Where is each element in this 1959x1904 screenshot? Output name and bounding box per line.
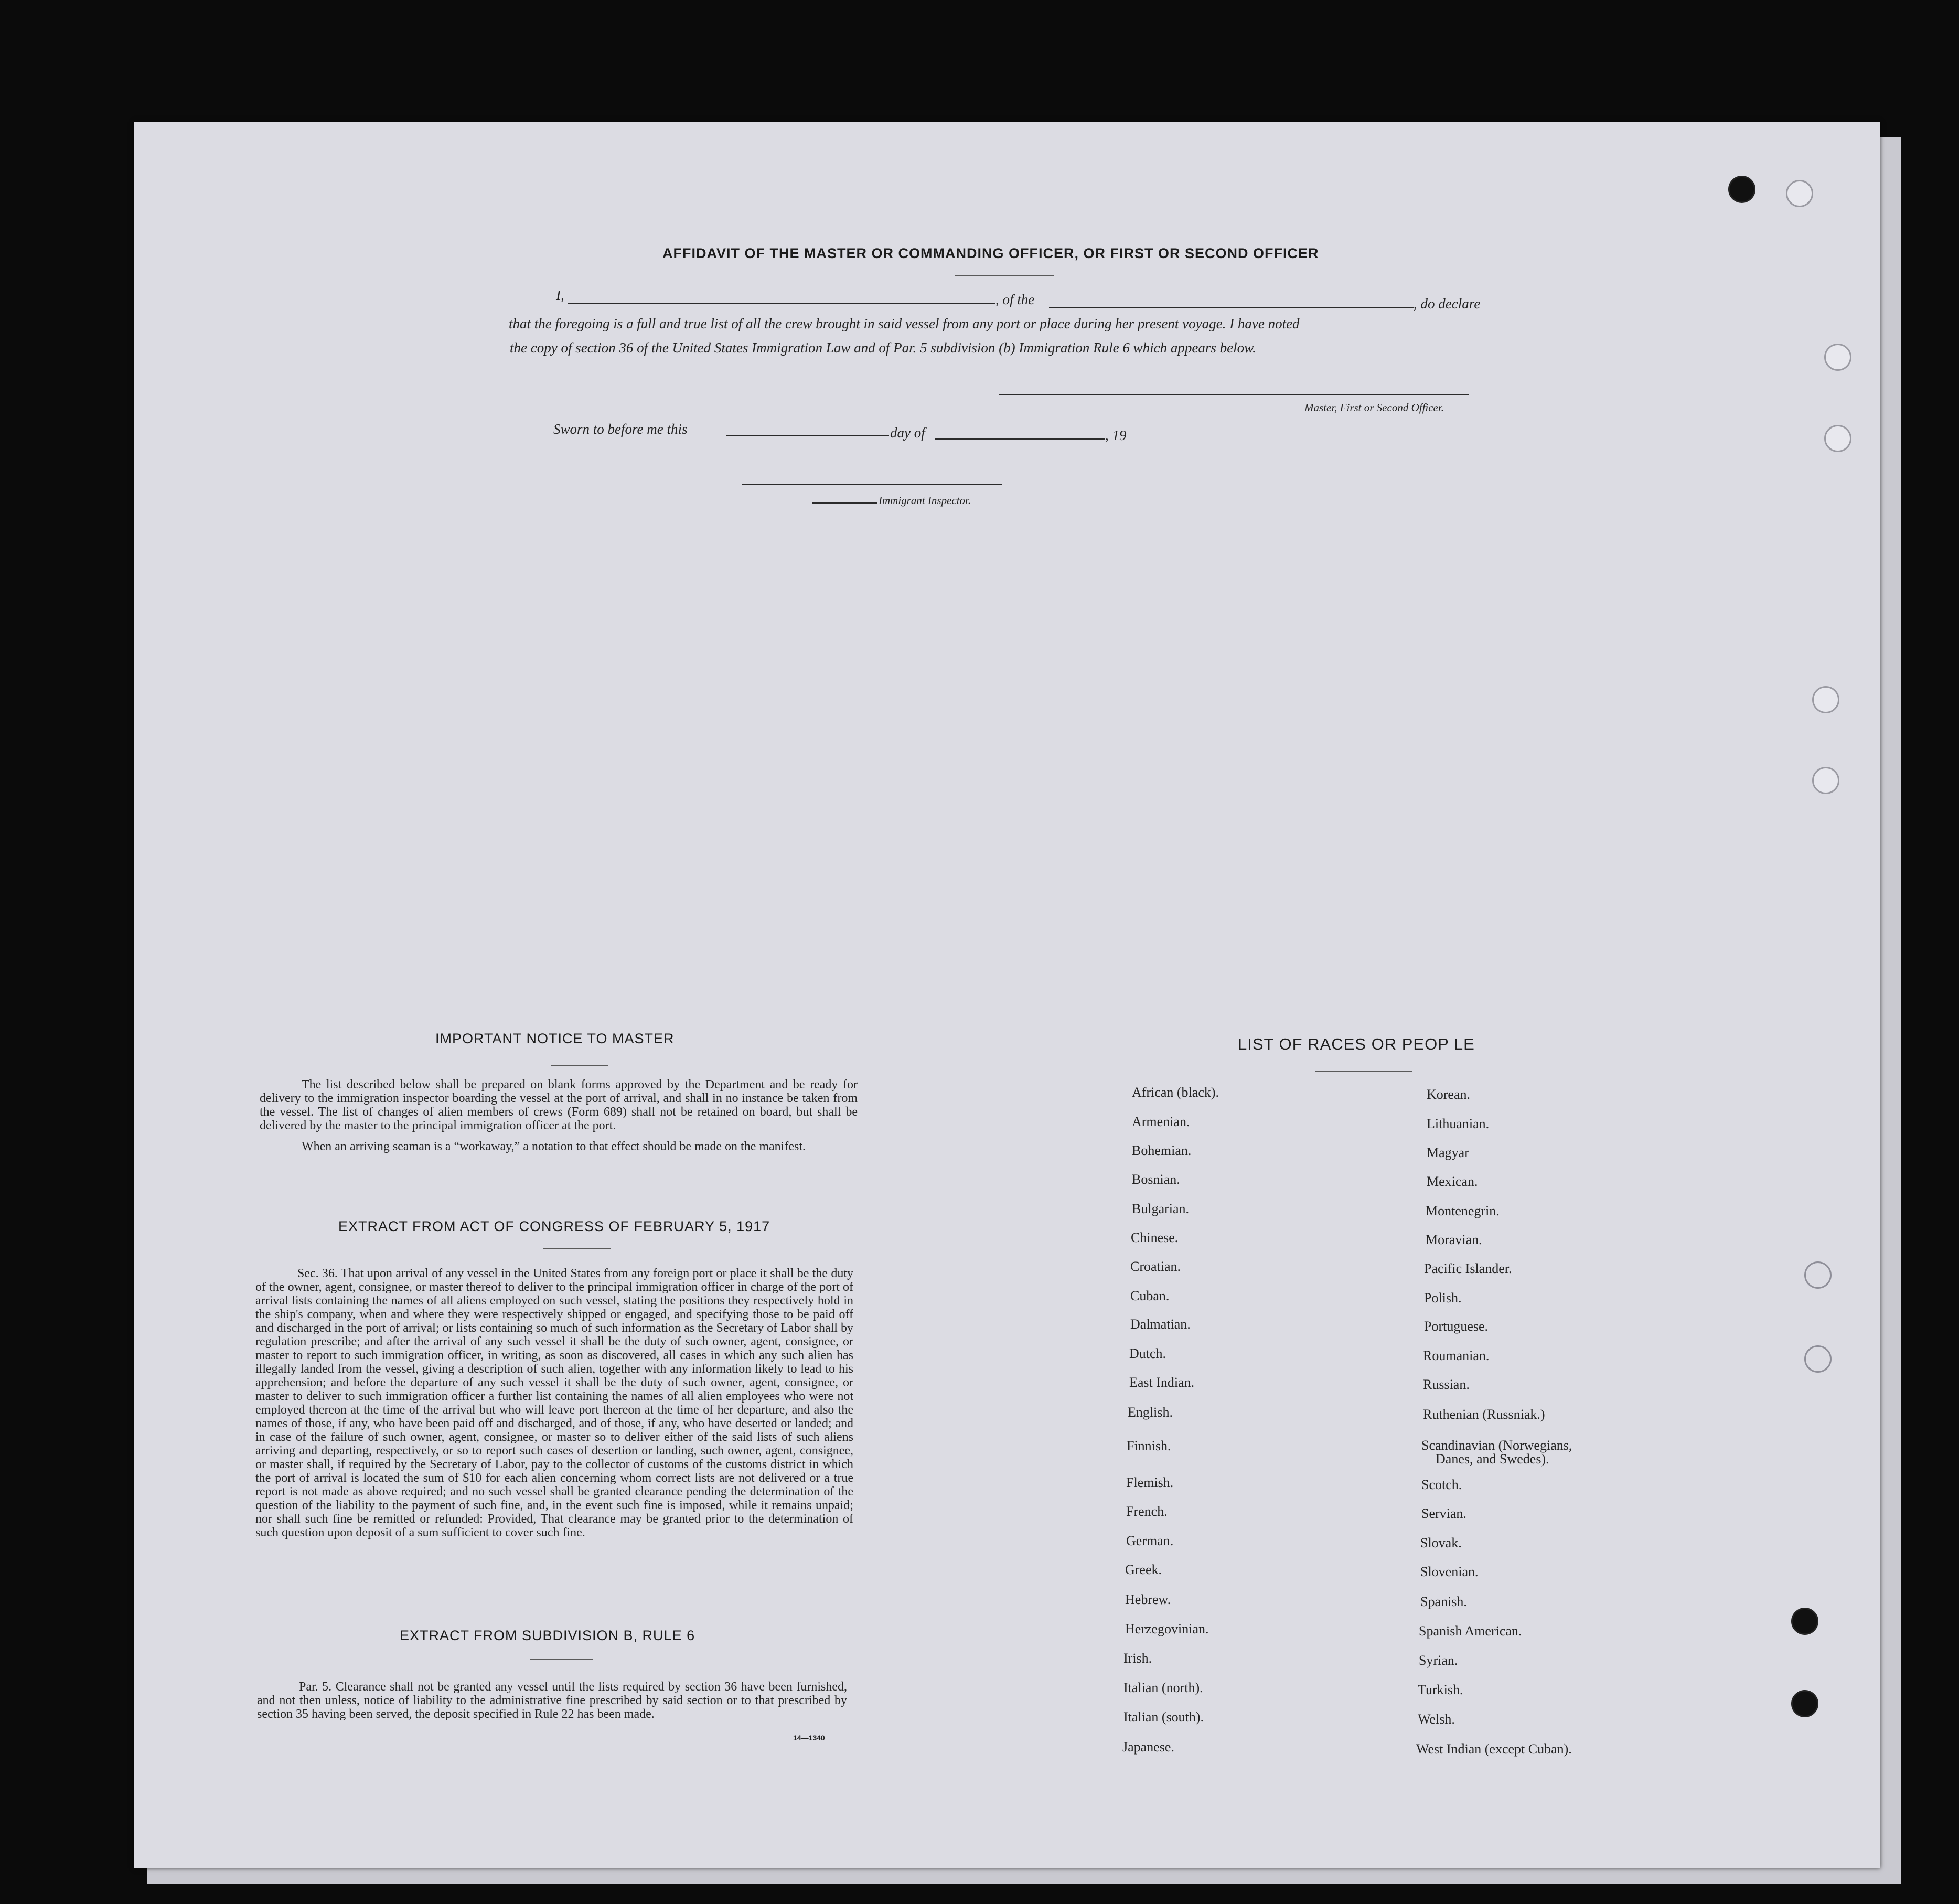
par-5-text: Par. 5. Clearance shall not be granted any vessel until the lists required by section 36 have been furnished, and not then unless, notice of liability to the administrative fine prescribed by said section or to that prescribed by section 35 having been served, the deposit specified in Rule 22 has been made. — [257, 1680, 847, 1721]
race-left-item: African (black). — [1132, 1085, 1219, 1100]
binder-hole — [1812, 767, 1839, 794]
binder-hole — [1791, 1608, 1818, 1635]
extract-act-text — [255, 1267, 853, 1547]
race-right-item: Scandinavian (Norwegians, — [1421, 1438, 1572, 1453]
race-right-item: Spanish. — [1420, 1594, 1467, 1609]
race-right-item: Russian. — [1423, 1377, 1470, 1392]
races-title: LIST OF RACES OR PEOP LE — [1238, 1035, 1475, 1053]
race-right-item: Ruthenian (Russniak.) — [1423, 1407, 1545, 1422]
affidavit-body-line1: that the foregoing is a full and true list of all the crew brought in said vessel from any port or place during her present voyage. I have noted — [509, 316, 1300, 331]
of-the-label: , of the — [995, 292, 1035, 307]
race-left-item: Hebrew. — [1125, 1592, 1171, 1607]
do-declare-label: , do declare — [1414, 296, 1481, 312]
signature-line[interactable] — [999, 394, 1469, 395]
day-of-label: day of — [890, 425, 925, 441]
race-left-item: Chinese. — [1131, 1230, 1179, 1245]
notice-text — [260, 1078, 858, 1161]
extract-act-rule — [543, 1248, 611, 1249]
vessel-line[interactable] — [1049, 307, 1414, 308]
race-right-item: Slovak. — [1420, 1535, 1462, 1550]
race-left-item: Armenian. — [1132, 1114, 1190, 1129]
title-rule — [955, 275, 1054, 276]
race-left-item: Cuban. — [1130, 1288, 1170, 1303]
race-left-item: English. — [1128, 1405, 1173, 1420]
race-left-item: Croatian. — [1130, 1259, 1181, 1274]
race-left-item: Bohemian. — [1132, 1143, 1192, 1158]
binder-hole — [1804, 1261, 1832, 1289]
race-left-item: Herzegovinian. — [1125, 1621, 1209, 1636]
extract-act-title: EXTRACT FROM ACT OF CONGRESS OF FEBRUARY 5, 1917 — [338, 1218, 770, 1234]
i-label: I, — [556, 287, 564, 303]
extract-rule-text — [257, 1680, 847, 1728]
race-right-item: Spanish American. — [1419, 1623, 1522, 1639]
race-right-item: Pacific Islander. — [1424, 1261, 1512, 1276]
race-right-item: Magyar — [1427, 1145, 1469, 1160]
race-left-item: Italian (north). — [1123, 1680, 1203, 1695]
name-line[interactable] — [568, 303, 995, 304]
year-label: , 19 — [1105, 427, 1127, 443]
race-left-item: French. — [1126, 1504, 1168, 1519]
race-right-item: Slovenian. — [1420, 1564, 1479, 1579]
race-right-item: West Indian (except Cuban). — [1416, 1741, 1572, 1757]
race-right-item: Danes, and Swedes). — [1436, 1451, 1549, 1467]
form-number: 14—1340 — [793, 1734, 825, 1742]
race-left-item: Bosnian. — [1132, 1172, 1180, 1187]
race-right-item: Moravian. — [1426, 1232, 1482, 1247]
extract-rule-rule — [530, 1659, 593, 1660]
race-right-item: Roumanian. — [1423, 1348, 1490, 1363]
race-left-item: German. — [1126, 1533, 1174, 1548]
notice-paragraph-2: When an arriving seaman is a “workaway,” a notation to that effect should be made on the manifest. — [302, 1140, 806, 1153]
binder-hole — [1824, 425, 1851, 452]
race-right-item: Portuguese. — [1424, 1319, 1489, 1334]
inspector-caption: Immigrant Inspector. — [879, 494, 971, 507]
race-left-item: Dutch. — [1129, 1346, 1166, 1361]
sworn-label: Sworn to before me this — [553, 421, 688, 437]
race-left-item: Greek. — [1125, 1562, 1162, 1577]
race-left-item: East Indian. — [1129, 1375, 1195, 1390]
extract-rule-title: EXTRACT FROM SUBDIVISION B, RULE 6 — [400, 1628, 695, 1643]
race-right-item: Mexican. — [1427, 1174, 1478, 1189]
form-page — [134, 122, 1880, 1868]
race-left-item: Dalmatian. — [1130, 1317, 1191, 1332]
notice-rule — [551, 1065, 608, 1066]
binder-hole — [1728, 176, 1755, 203]
race-right-item: Montenegrin. — [1426, 1203, 1500, 1218]
sworn-day-line[interactable] — [726, 435, 889, 436]
inspector-short-line — [812, 502, 877, 504]
race-right-item: Servian. — [1421, 1506, 1466, 1521]
race-left-item: Irish. — [1123, 1651, 1152, 1666]
inspector-line[interactable] — [742, 484, 1002, 485]
race-right-item: Welsh. — [1418, 1712, 1455, 1727]
race-left-item: Japanese. — [1122, 1739, 1174, 1755]
notice-paragraph-1: The list described below shall be prepared on blank forms approved by the Department and be ready for delivery to the immigration inspector boarding the vessel at the port of arrival, and shall in no instance be taken from the vessel. The list of changes of alien members of crews (Form 689) shall not be retained on board, but shall be delivered by the master to the principal immigration officer at the port. — [260, 1078, 858, 1132]
race-left-item: Flemish. — [1126, 1475, 1174, 1490]
race-left-item: Italian (south). — [1123, 1709, 1204, 1725]
race-left-item: Finnish. — [1127, 1438, 1171, 1453]
race-right-item: Scotch. — [1421, 1477, 1462, 1492]
affidavit-title: AFFIDAVIT OF THE MASTER OR COMMANDING OFFICER, OR FIRST OR SECOND OFFICER — [662, 245, 1319, 261]
binder-hole — [1804, 1345, 1832, 1373]
race-right-item: Polish. — [1424, 1290, 1462, 1306]
races-rule — [1315, 1071, 1412, 1072]
race-right-item: Syrian. — [1419, 1653, 1458, 1668]
race-right-item: Lithuanian. — [1427, 1116, 1490, 1131]
signature-caption: Master, First or Second Officer. — [1304, 401, 1444, 414]
affidavit-body-line2: the copy of section 36 of the United States Immigration Law and of Par. 5 subdivision (b) Immigration Rule 6 which appears below. — [510, 340, 1256, 356]
race-right-item: Turkish. — [1418, 1682, 1463, 1697]
notice-title: IMPORTANT NOTICE TO MASTER — [435, 1031, 675, 1046]
race-right-item: Korean. — [1427, 1087, 1471, 1102]
sworn-month-line[interactable] — [935, 438, 1105, 440]
binder-hole — [1824, 344, 1851, 371]
binder-hole — [1812, 686, 1839, 713]
binder-hole — [1786, 180, 1813, 207]
race-left-item: Bulgarian. — [1132, 1201, 1190, 1216]
binder-hole — [1791, 1690, 1818, 1717]
section-36-text: Sec. 36. That upon arrival of any vessel in the United States from any foreign port or place it shall be the duty of the owner, agent, consignee, or master thereof to deliver to the principal immigration officer in charge of the port of arrival lists containing the names of all aliens employed on such vessel, stating the positions they respectively hold in the ship's company, when and where they were respectively shipped or engaged, and specifying those to be paid off and discharged in the port of arrival; or lists containing so much of such information as the Secretary of Labor shall by regulation prescribe; and after the arrival of any such vessel it shall be the duty of such owner, agent, consignee, or master to report to such immigration officer, in writing, as soon as discovered, all cases in which any such alien has illegally landed from the vessel, giving a description of such alien, together with any information likely to lead to his apprehension; and before the departure of any such vessel it shall be the duty of such owner, agent, consignee, or master to deliver to such immigration officer a further list containing the names of all alien employees who were not employed thereon at the time of the arrival but who will leave port thereon at the time of her departure, and also the names of those, if any, who have been paid off and discharged, and of those, if any, who have deserted or landed; and in case of the failure of such owner, agent, consignee, or master so to deliver either of the said lists of such aliens arriving and departing, respectively, or so to report such cases of desertion or landing, such owner, agent, consignee, or master shall, if required by the Secretary of Labor, pay to the collector of customs of the customs district in which the port of arrival is located the sum of $10 for each alien concerning whom correct lists are not delivered or a true report is not made as above required; and no such vessel shall be granted clearance pending the determination of the question of the liability to the payment of such fine, and, in the event such fine is imposed, while it remains unpaid; nor shall such fine be remitted or refunded: Provided, That clearance may be granted prior to the determination of such question upon deposit of a sum sufficient to cover such fine. — [255, 1267, 853, 1539]
